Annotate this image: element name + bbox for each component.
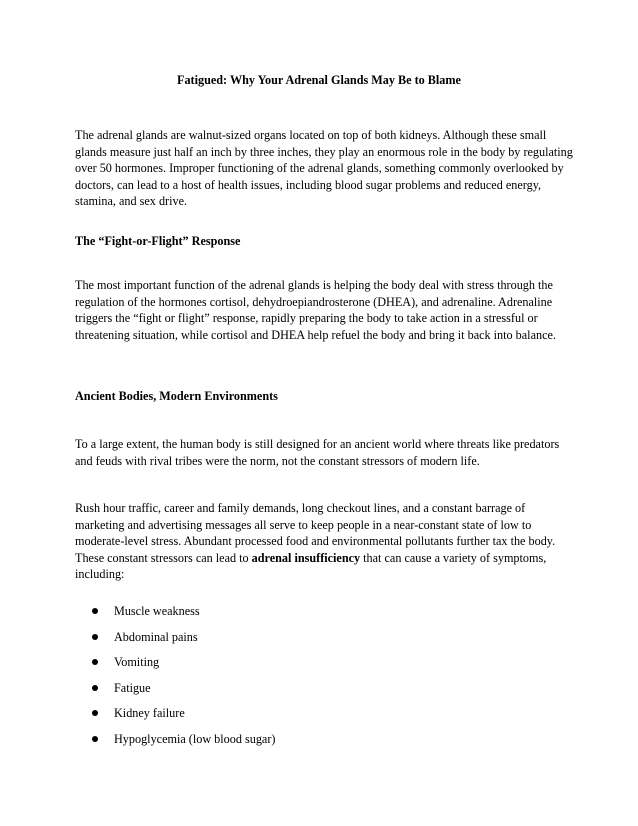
section-heading-ancient-bodies: Ancient Bodies, Modern Environments — [75, 389, 278, 403]
symptom-label: Vomiting — [114, 655, 160, 670]
bullet-icon — [92, 659, 98, 665]
list-item — [0, 629, 638, 655]
symptoms-list — [0, 603, 638, 757]
list-item — [0, 603, 638, 629]
bullet-icon — [92, 608, 98, 614]
symptom-label: Muscle weakness — [114, 604, 200, 618]
list-item — [0, 731, 638, 757]
ancient-bodies-paragraph: To a large extent, the human body is still designed for an ancient world where threats like predators and feuds with rival tribes were the norm, not the constant stressors of modern life. — [75, 437, 560, 468]
modern-stressors-text-end: that can cause a variety of symptoms, including: — [75, 550, 547, 582]
section-heading-fight-or-flight: The “Fight-or-Flight” Response — [75, 234, 241, 248]
symptom-label: Hypoglycemia (low blood sugar) — [114, 731, 276, 746]
symptom-label: Kidney failure — [114, 706, 185, 721]
list-item — [0, 680, 638, 706]
bullet-icon — [92, 710, 98, 716]
list-item — [0, 654, 638, 680]
fight-or-flight-paragraph: The most important function of the adrenal glands is helping the body deal with stress through the regulation of the hormones cortisol, dehydroepiandrosterone (DHEA), and adrenaline. Adrenaline triggers the “fight or flight” response, rapidly preparing the body to take action in a stressful or threatening situation, while cortisol and DHEA help refuel the body and bring it back into balance. — [75, 278, 556, 342]
document-title: Fatigued: Why Your Adrenal Glands May Be to Blame — [177, 73, 461, 87]
bullet-icon — [92, 736, 98, 742]
modern-stressors-text-start: Rush hour traffic, career and family demands, long checkout lines, and a constant barrage of marketing and advertising messages all serve to keep people in a near-constant state of low to moderate-level stress. Abundant processed food and environmental pollutants further tax the body. These constant stressors can lead to — [75, 501, 556, 565]
symptom-label: Abdominal pains — [114, 629, 198, 644]
adrenal-insufficiency-term: adrenal insufficiency — [251, 550, 361, 565]
bullet-icon — [92, 634, 98, 640]
intro-paragraph: The adrenal glands are walnut-sized organs located on top of both kidneys. Although these small glands measure just half an inch by three inches, they play an enormous role in the body by regulating over 50 hormones. Improper functioning of the adrenal glands, something commonly overlooked by doctors, can lead to a host of health issues, including blood sugar problems and reduced energy, stamina, and sex drive. — [75, 128, 573, 209]
bullet-icon — [92, 685, 98, 691]
modern-stressors-paragraph — [75, 500, 573, 583]
symptom-label: Fatigue — [114, 680, 151, 695]
list-item — [0, 705, 638, 731]
